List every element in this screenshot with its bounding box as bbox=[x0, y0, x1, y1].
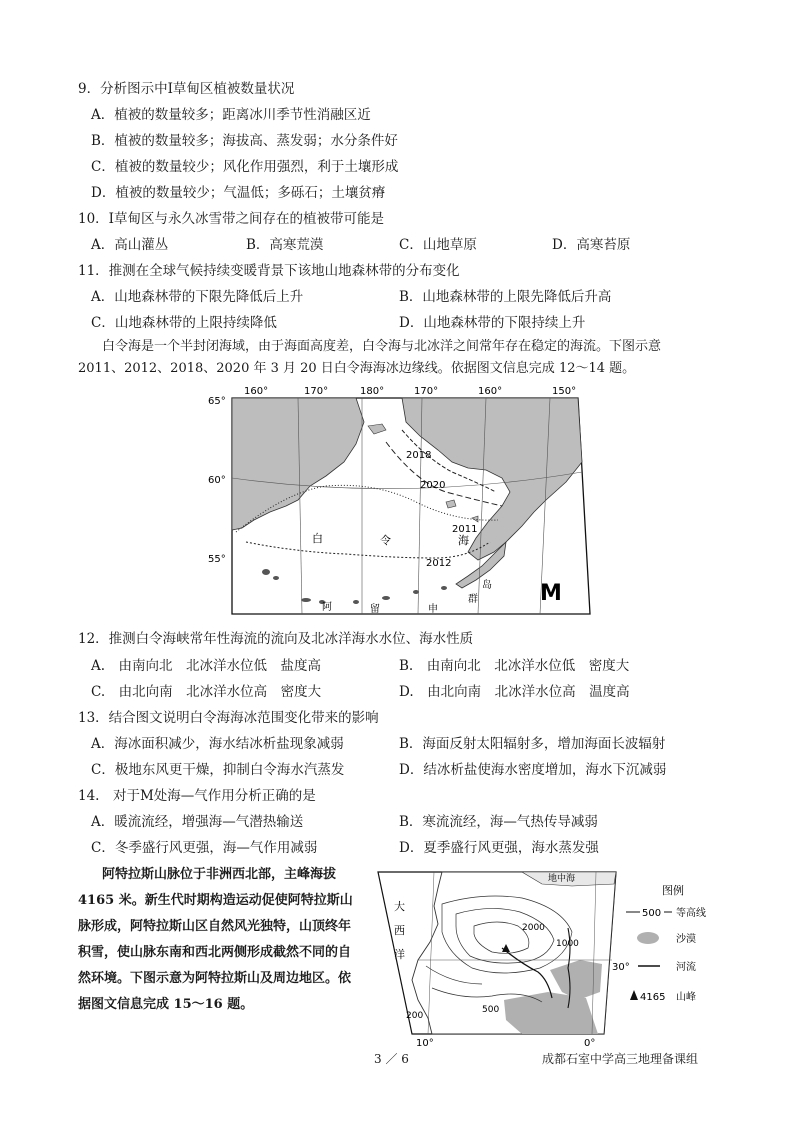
intro-atlas-line4: 积雪，使山脉东南和西北两侧形成截然不同的自 bbox=[78, 945, 352, 960]
year-label-2020: 2020 bbox=[420, 480, 446, 491]
q14-option-a: A．暖流流经，增强海—气潜热输送 bbox=[91, 814, 304, 830]
q9-option-a: A．植被的数量较多；距离冰川季节性消融区近 bbox=[91, 107, 371, 123]
lon-label-0: 0° bbox=[584, 1038, 596, 1048]
year-label-2011: 2011 bbox=[452, 524, 478, 535]
lon-label: 180° bbox=[360, 386, 385, 397]
q11-option-a: A．山地森林带的下限先降低后上升 bbox=[91, 289, 304, 305]
q14-option-b: B．寒流流经，海—气热传导减弱 bbox=[399, 814, 598, 830]
lat-label: 65° bbox=[208, 396, 226, 407]
peak-legend-icon bbox=[630, 990, 638, 1000]
lon-label: 150° bbox=[552, 386, 577, 397]
intro-bering-line2: 2011、2012、2018、2020 年 3 月 20 日白令海海冰边缘线。依据图文信息完成 12～14 题。 bbox=[78, 361, 636, 376]
q12-option-d: D. 由北向南 北冰洋水位高 温度高 bbox=[399, 684, 630, 700]
lon-label: 170° bbox=[414, 386, 439, 397]
ocean-char: 洋 bbox=[394, 948, 405, 961]
q13-option-b: B．海面反射太阳辐射多，增加海面长波辐射 bbox=[399, 736, 666, 752]
contour-label: 2000 bbox=[522, 923, 545, 933]
q10-option-a: A．高山灌丛 bbox=[91, 237, 169, 253]
q9-option-c: C．植被的数量较少；风化作用强烈，利于土壤形成 bbox=[91, 159, 399, 175]
sea-name-char: 海 bbox=[458, 534, 469, 547]
atlas-map bbox=[372, 868, 728, 1048]
lat-label-30: 30° bbox=[612, 962, 630, 973]
intro-atlas-line2: 4165 米。新生代时期构造运动促使阿特拉斯山 bbox=[78, 893, 353, 908]
q13-stem: 13．结合图文说明白令海海冰范围变化带来的影响 bbox=[78, 710, 379, 726]
ocean-char: 西 bbox=[394, 924, 405, 937]
year-label-2012: 2012 bbox=[426, 558, 452, 569]
island-name-char: 留 bbox=[370, 604, 380, 615]
q9-stem: 9．分析图示中Ⅰ草甸区植被数量状况 bbox=[78, 81, 295, 97]
page-number: 3 ／ 6 bbox=[374, 1052, 409, 1066]
intro-atlas-line3: 脉形成，阿特拉斯山区自然风光独特，山顶终年 bbox=[78, 919, 352, 934]
legend-title: 图例 bbox=[662, 884, 684, 897]
island-name-char: 申 bbox=[428, 604, 438, 615]
q12-option-a: A. 由南向北 北冰洋水位低 盐度高 bbox=[91, 658, 322, 674]
q13-option-a: A．海冰面积减少，海水结冰析盐现象减弱 bbox=[91, 736, 344, 752]
lat-label: 60° bbox=[208, 475, 226, 486]
q12-stem: 12．推测白令海峡常年性海流的流向及北冰洋海水水位、海水性质 bbox=[78, 631, 474, 647]
lon-label: 170° bbox=[304, 386, 329, 397]
bering-sea-map bbox=[206, 382, 598, 622]
desert-area bbox=[504, 992, 598, 1034]
intro-bering-line1: 白令海是一个半封闭海域，由于海面高度差，白令海与北冰洋之间常年存在稳定的海流。下图示意 bbox=[102, 339, 662, 354]
island-name-char: 岛 bbox=[482, 580, 492, 591]
legend-peak-label: 山峰 bbox=[676, 992, 696, 1003]
lon-label: 160° bbox=[478, 386, 503, 397]
q14-stem: 14. 对于M处海—气作用分析正确的是 bbox=[78, 788, 316, 804]
sea-name-char: 令 bbox=[380, 534, 391, 547]
intro-atlas-line1: 阿特拉斯山脉位于非洲西北部，主峰海拔 bbox=[102, 867, 337, 882]
q14-option-d: D．夏季盛行风更强，海水蒸发强 bbox=[399, 840, 599, 856]
q14-option-c: C．冬季盛行风更强，海—气作用减弱 bbox=[91, 840, 318, 856]
q12-option-b: B. 由南向北 北冰洋水位低 密度大 bbox=[399, 658, 630, 674]
legend-contour-label: 等高线 bbox=[676, 908, 706, 919]
footer-org: 成都石室中学高三地理备课组 bbox=[542, 1052, 699, 1066]
legend-river-label: 河流 bbox=[676, 962, 696, 973]
q11-option-c: C．山地森林带的上限持续降低 bbox=[91, 315, 277, 331]
lon-label: 160° bbox=[244, 386, 269, 397]
q13-option-c: C．极地东风更干燥，抑制白令海水汽蒸发 bbox=[91, 762, 345, 778]
contour-label: 500 bbox=[482, 1005, 500, 1015]
q11-option-d: D．山地森林带的下限持续上升 bbox=[399, 315, 586, 331]
lon-label-10: 10° bbox=[416, 1038, 434, 1048]
desert-legend-icon bbox=[637, 932, 659, 944]
contour-label: 1000 bbox=[556, 939, 579, 949]
marker-m: M bbox=[540, 581, 562, 606]
legend-peak-value: 4165 bbox=[640, 992, 666, 1003]
ocean-char: 大 bbox=[394, 900, 405, 913]
sea-name-char: 白 bbox=[312, 532, 323, 545]
q10-option-c: C．山地草原 bbox=[399, 237, 477, 253]
year-label-2018: 2018 bbox=[406, 450, 432, 461]
q9-option-b: B．植被的数量较多；海拔高、蒸发弱；水分条件好 bbox=[91, 133, 398, 149]
contour-label: 200 bbox=[406, 1011, 424, 1021]
q10-stem: 10．Ⅰ草甸区与永久冰雪带之间存在的植被带可能是 bbox=[78, 211, 385, 227]
q11-option-b: B．山地森林带的上限先降低后升高 bbox=[399, 289, 612, 305]
mediterranean-label: 地中海 bbox=[548, 874, 576, 884]
island-name-char: 阿 bbox=[322, 602, 332, 613]
q11-stem: 11．推测在全球气候持续变暖背景下该地山地森林带的分布变化 bbox=[78, 263, 460, 279]
legend-desert-label: 沙漠 bbox=[676, 934, 696, 945]
q12-option-c: C. 由北向南 北冰洋水位高 密度大 bbox=[91, 684, 322, 700]
lat-label: 55° bbox=[208, 554, 226, 565]
q13-option-d: D．结冰析盐使海水密度增加，海水下沉减弱 bbox=[399, 762, 667, 778]
q9-option-d: D．植被的数量较少；气温低；多砾石；土壤贫瘠 bbox=[91, 185, 386, 201]
intro-atlas-line6: 据图文信息完成 15～16 题。 bbox=[78, 997, 254, 1012]
intro-atlas-line5: 然环境。下图示意为阿特拉斯山及周边地区。依 bbox=[78, 971, 352, 986]
legend-contour-value: 500 bbox=[642, 908, 662, 919]
q10-option-b: B．高寒荒漠 bbox=[246, 237, 324, 253]
map-legend bbox=[626, 883, 706, 1003]
q10-option-d: D．高寒苔原 bbox=[552, 237, 631, 253]
island-name-char: 群 bbox=[468, 594, 478, 605]
